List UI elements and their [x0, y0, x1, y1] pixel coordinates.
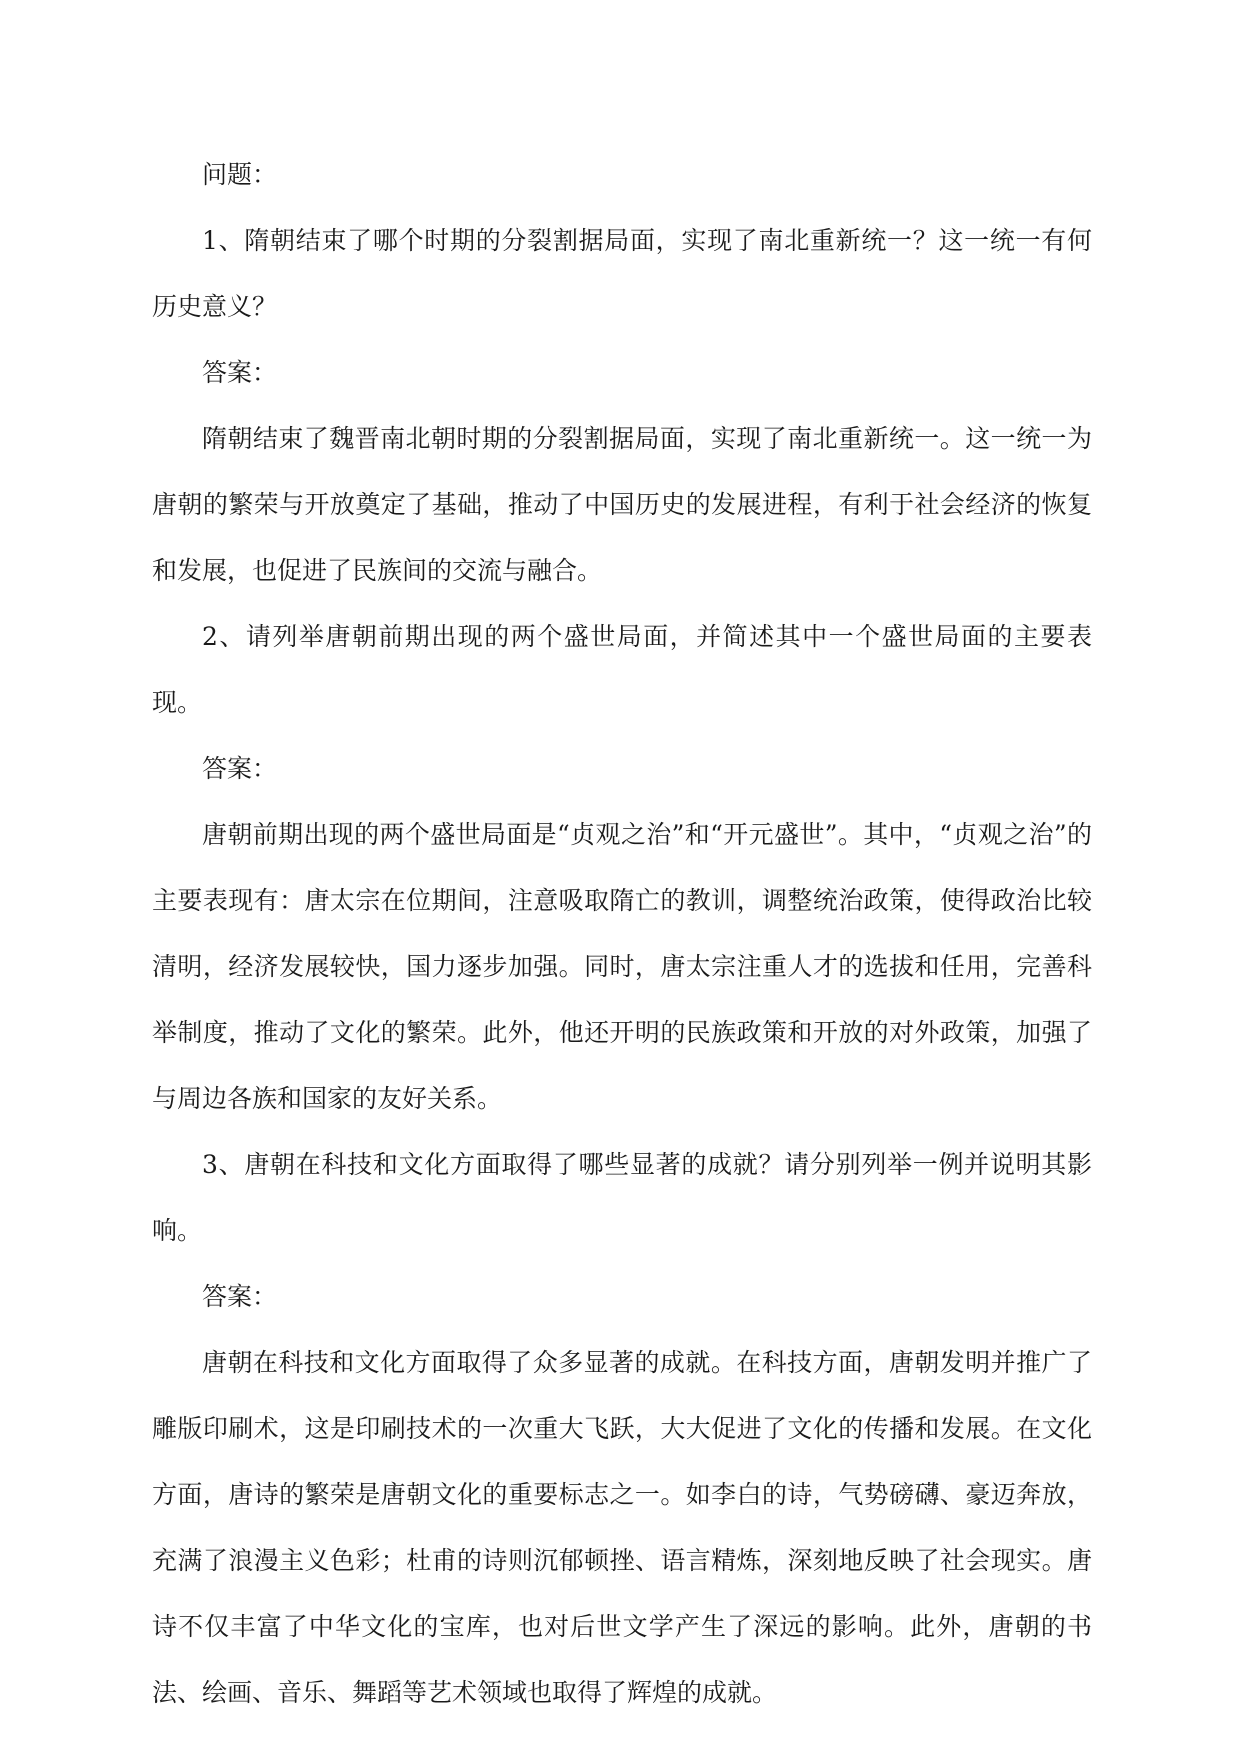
question-3: 3、唐朝在科技和文化方面取得了哪些显著的成就？请分别列举一例并说明其影响。	[152, 1150, 1092, 1245]
answer-label-1: 答案：	[202, 358, 278, 387]
document-body	[152, 142, 1092, 1726]
question-2: 2、请列举唐朝前期出现的两个盛世局面，并简述其中一个盛世局面的主要表现。	[152, 622, 1092, 717]
question-1: 1、隋朝结束了哪个时期的分裂割据局面，实现了南北重新统一？这一统一有何历史意义？	[152, 226, 1092, 321]
answer-2: 唐朝前期出现的两个盛世局面是“贞观之治”和“开元盛世”。其中，“贞观之治”的主要表现有：唐太宗在位期间，注意吸取隋亡的教训，调整统治政策，使得政治比较清明，经济发展较快，国力逐步加强。同时，唐太宗注重人才的选拔和任用，完善科举制度，推动了文化的繁荣。此外，他还开明的民族政策和开放的对外政策，加强了与周边各族和国家的友好关系。	[152, 820, 1092, 1113]
question-label: 问题：	[202, 160, 278, 189]
answer-1: 隋朝结束了魏晋南北朝时期的分裂割据局面，实现了南北重新统一。这一统一为唐朝的繁荣与开放奠定了基础，推动了中国历史的发展进程，有利于社会经济的恢复和发展，也促进了民族间的交流与融合。	[152, 424, 1092, 585]
answer-label-3: 答案：	[202, 1282, 278, 1311]
answer-3: 唐朝在科技和文化方面取得了众多显著的成就。在科技方面，唐朝发明并推广了雕版印刷术，这是印刷技术的一次重大飞跃，大大促进了文化的传播和发展。在文化方面，唐诗的繁荣是唐朝文化的重要标志之一。如李白的诗，气势磅礴、豪迈奔放，充满了浪漫主义色彩；杜甫的诗则沉郁顿挫、语言精炼，深刻地反映了社会现实。唐诗不仅丰富了中华文化的宝库，也对后世文学产生了深远的影响。此外，唐朝的书法、绘画、音乐、舞蹈等艺术领域也取得了辉煌的成就。	[152, 1348, 1092, 1707]
answer-label-2: 答案：	[202, 754, 278, 783]
